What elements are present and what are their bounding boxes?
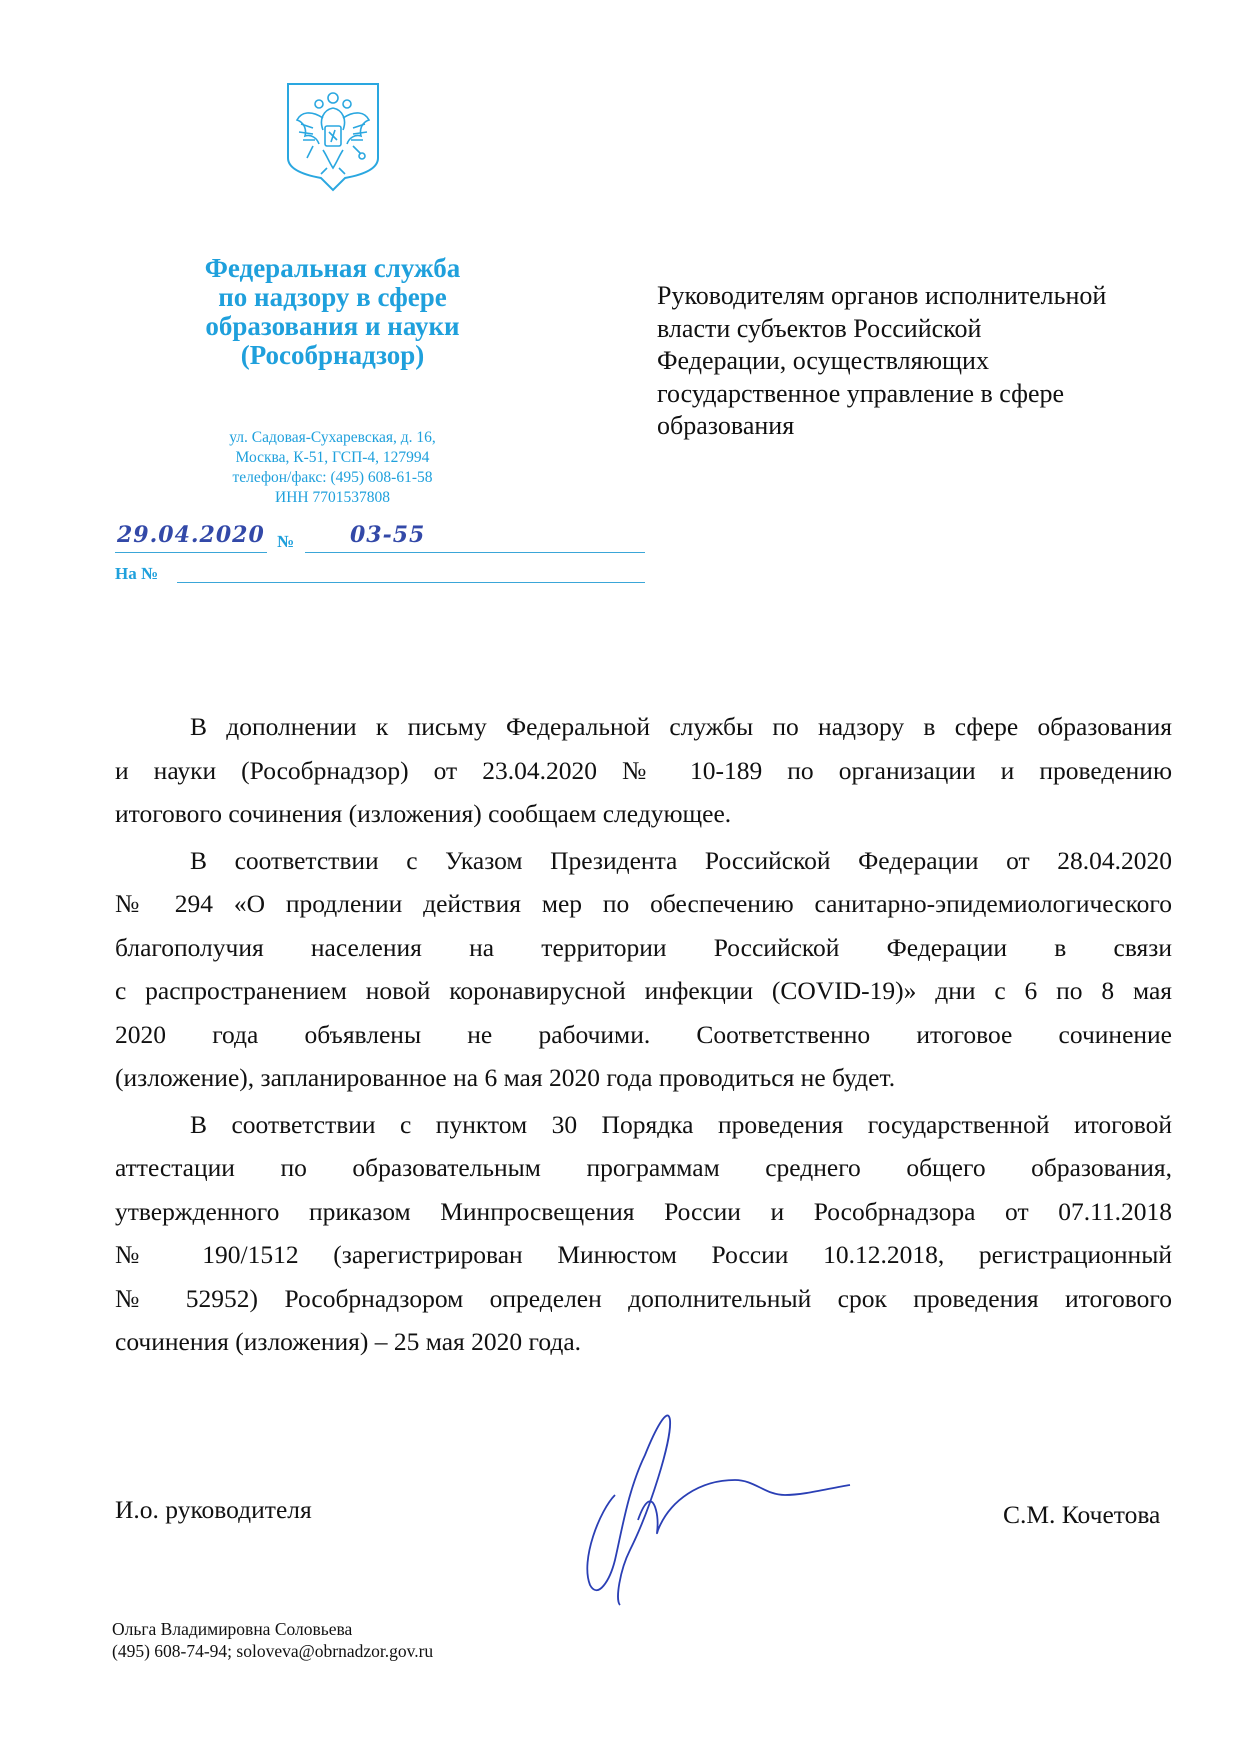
org-name-line: по надзору в сфере bbox=[218, 282, 447, 312]
body-line: благополучия населения на территории Российской Федерации в связи bbox=[115, 932, 1172, 962]
executor-contact bbox=[112, 1618, 433, 1662]
address-line: ИНН 7701537808 bbox=[275, 489, 390, 506]
addressee-line: государственное управление в сфере bbox=[657, 378, 1065, 408]
address-line: ул. Садовая-Сухаревская, д. 16, bbox=[229, 429, 436, 446]
signature-icon bbox=[560, 1400, 880, 1610]
reply-label: На № bbox=[115, 564, 159, 583]
body-line: В дополнении к письму Федеральной службы по надзору в сфере образования bbox=[190, 712, 1172, 741]
registration-row bbox=[115, 522, 535, 554]
body-line: В соответствии с пунктом 30 Порядка проведения государственной итоговой bbox=[190, 1109, 1172, 1139]
number-underline bbox=[305, 552, 645, 553]
addressee-block bbox=[657, 280, 1177, 443]
body-line: № 52952) Рособрнадзором определен дополнительный срок проведения итогового bbox=[115, 1283, 1172, 1313]
body-line: итогового сочинения (изложения) сообщаем следующее. bbox=[115, 799, 732, 828]
reply-underline bbox=[177, 582, 645, 583]
body-line: № 190/1512 (зарегистрирован Минюстом России 10.12.2018, регистрационный bbox=[115, 1240, 1172, 1269]
addressee-line: власти субъектов Российской bbox=[657, 313, 982, 343]
body-line: № 294 «О продлении действия мер по обеспечению санитарно-эпидемиологического bbox=[115, 889, 1172, 918]
body-line: сочинения (изложения) – 25 мая 2020 года. bbox=[115, 1327, 582, 1356]
paragraph bbox=[115, 1103, 1172, 1364]
signatory-name: С.М. Кочетова bbox=[1003, 1500, 1161, 1529]
addressee-line: образования bbox=[657, 411, 795, 440]
body-line: утвержденного приказом Минпросвещения России и Рособрнадзора от 07.11.2018 bbox=[115, 1196, 1172, 1226]
registration-date: 29.04.2020 bbox=[117, 522, 265, 548]
body-line: и науки (Рособрнадзор) от 23.04.2020 № 10-189 по организации и проведению bbox=[115, 755, 1172, 785]
address-line: Москва, К-51, ГСП-4, 127994 bbox=[235, 449, 430, 466]
addressee-line: Федерации, осуществляющих bbox=[657, 346, 989, 375]
reply-row bbox=[115, 562, 535, 588]
org-name-line: Федеральная служба bbox=[204, 253, 461, 283]
date-underline bbox=[115, 552, 267, 553]
letter-body bbox=[115, 705, 1172, 1367]
body-line: с распространением новой коронавирусной инфекции (COVID-19)» дни с 6 по 8 мая bbox=[115, 976, 1172, 1005]
addressee-line: Руководителям органов исполнительной bbox=[657, 281, 1107, 310]
organization-name bbox=[150, 254, 515, 370]
body-line: (изложение), запланированное на 6 мая 2020 года проводиться не будет. bbox=[115, 1063, 896, 1092]
paragraph bbox=[115, 839, 1172, 1100]
number-label: № bbox=[277, 532, 295, 551]
registration-number: 03-55 bbox=[350, 522, 426, 548]
organization-address bbox=[150, 428, 515, 508]
executor-phone-email: (495) 608-74-94; soloveva@obrnadzor.gov.ru bbox=[112, 1641, 434, 1661]
signatory-role: И.о. руководителя bbox=[115, 1495, 312, 1524]
executor-name: Ольга Владимировна Соловьева bbox=[112, 1619, 353, 1639]
address-line: телефон/факс: (495) 608-61-58 bbox=[232, 469, 433, 486]
coat-of-arms-icon bbox=[283, 80, 383, 192]
body-line: 2020 года объявлены не рабочими. Соответственно итоговое сочинение bbox=[115, 1019, 1172, 1049]
body-line: аттестации по образовательным программам среднего общего образования, bbox=[115, 1153, 1172, 1182]
paragraph bbox=[115, 705, 1172, 836]
body-line: В соответствии с Указом Президента Российской Федерации от 28.04.2020 bbox=[190, 845, 1172, 875]
org-name-line: (Рособрнадзор) bbox=[240, 340, 425, 370]
org-name-line: образования и науки bbox=[205, 311, 460, 341]
